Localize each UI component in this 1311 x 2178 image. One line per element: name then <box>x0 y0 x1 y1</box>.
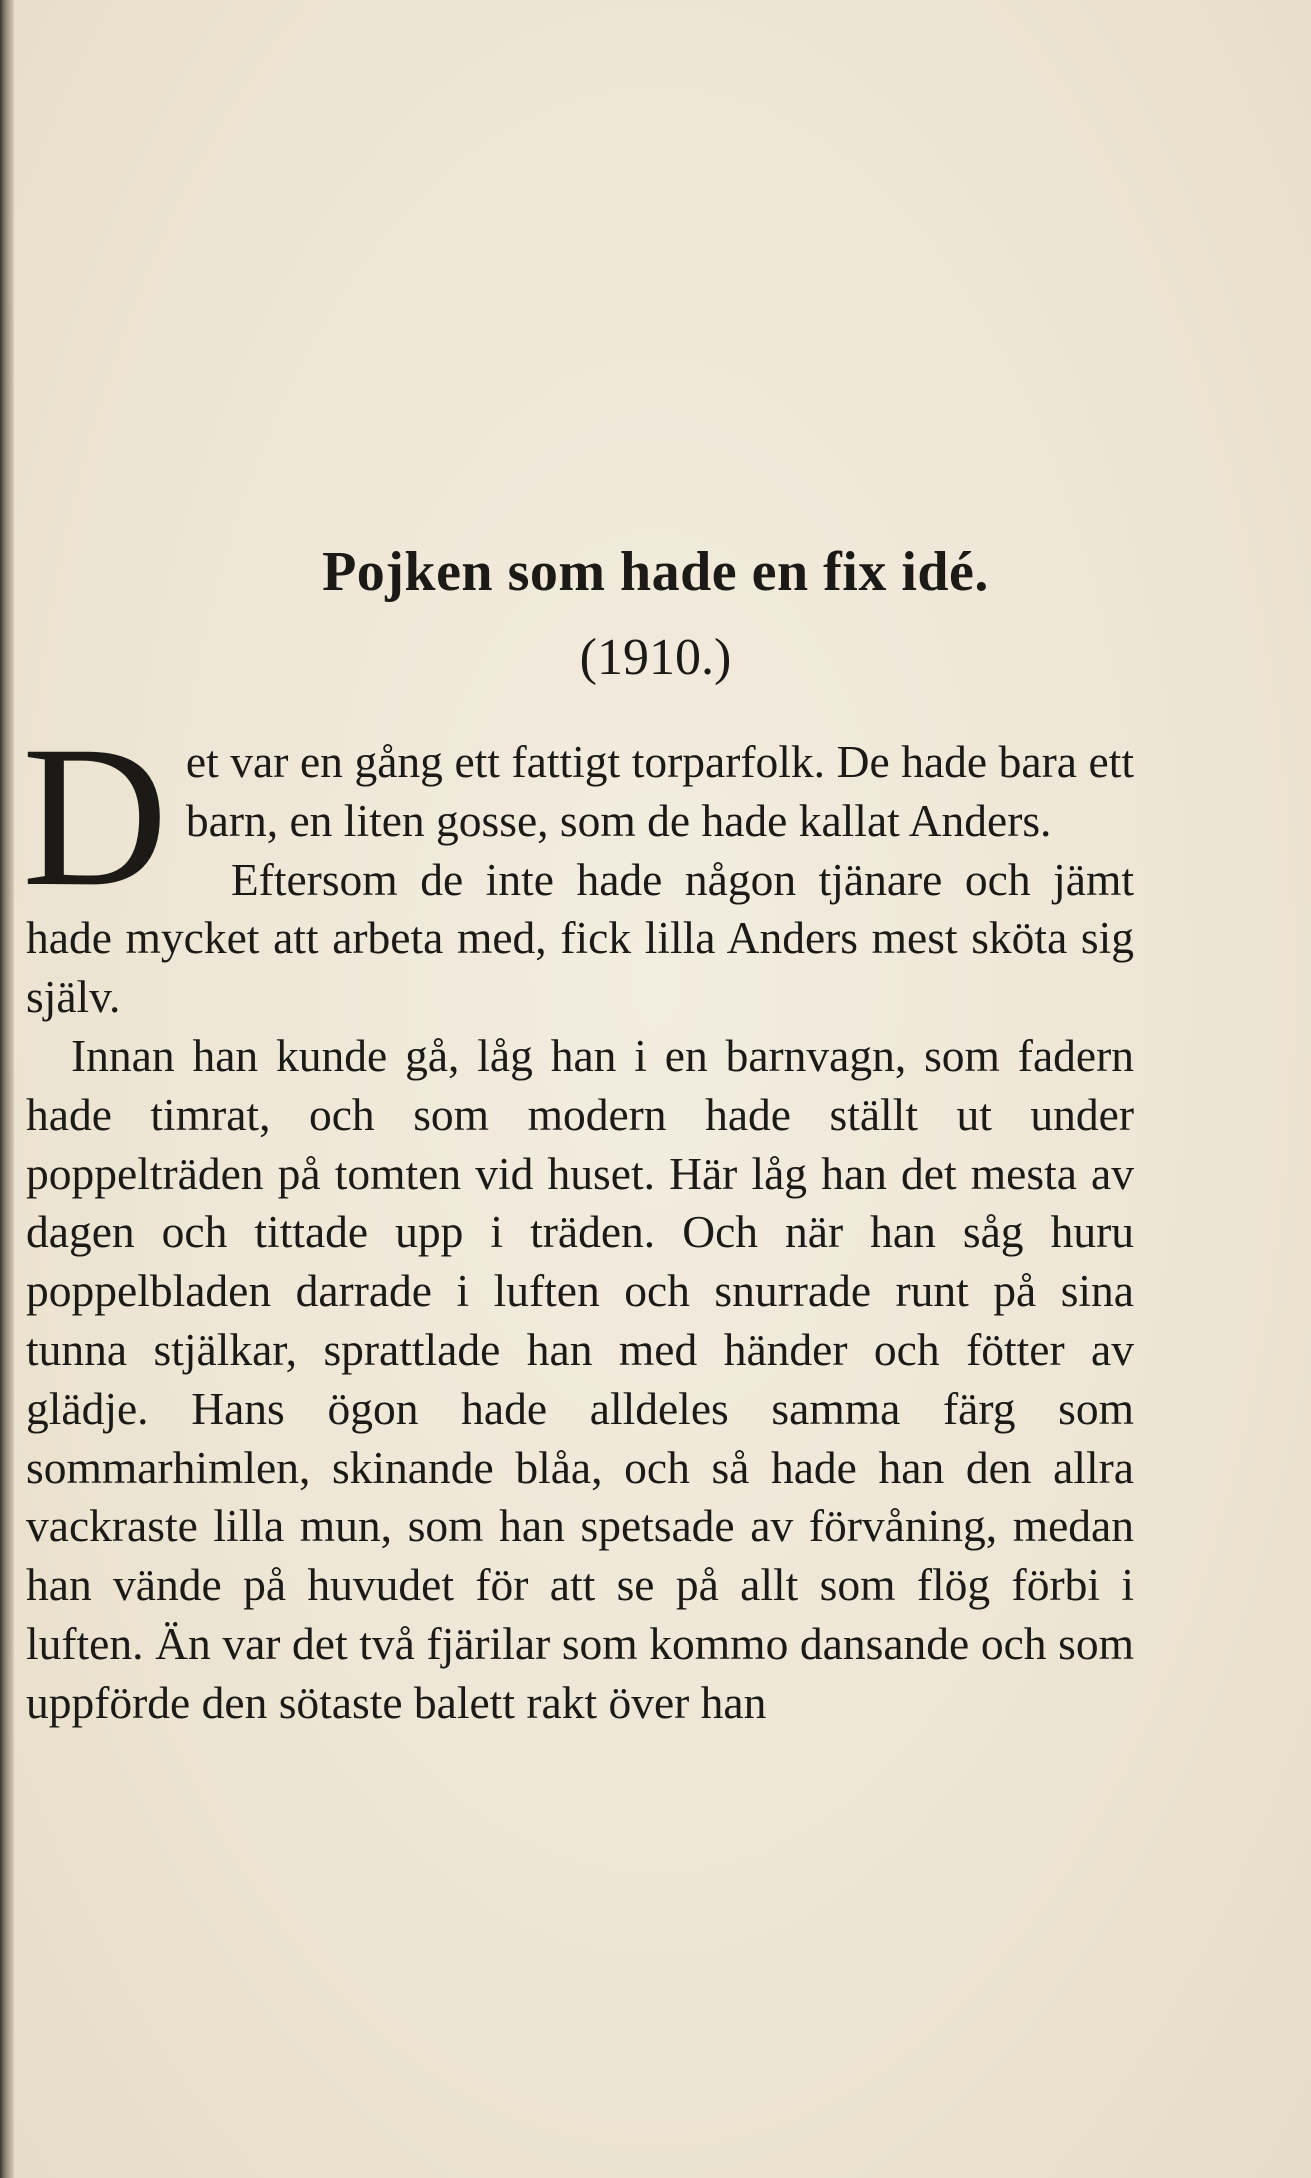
chapter-title: Pojken som hade en fix idé. <box>322 541 989 603</box>
page-edge-shadow <box>0 0 14 2178</box>
drop-cap-letter: D <box>22 704 168 928</box>
chapter-year: (1910.) <box>579 629 732 686</box>
paragraph-1 <box>22 704 1134 928</box>
paragraph-3: Innan han kunde gå, låg han i en barnvagn, som fadern hade timrat, och som modern hade ställt ut under poppelträden på tomten vid huset. Här låg han det mesta av dagen och tittade upp i träden. Och när han såg huru poppelbladen darrade i luften och snurrade runt på sina tunna stjälkar, sprattlade han med händer och fötter av glädje. Hans ögon hade alldeles samma färg som sommarhimlen, skinande blåa, och så hade han den allra vackraste lilla mun, som han spetsade av förvåning, medan han vände på huvudet för att se på allt som flög förbi i luften. Än var det två fjärilar som kommo dansande och som uppförde den sötaste balett rakt över han <box>26 1029 1134 1728</box>
paragraph-2: Eftersom de inte hade någon tjänare och jämt hade mycket att arbeta med, fick lilla Anders mest sköta sig själv. <box>26 853 1134 1023</box>
body-text <box>22 704 1134 1733</box>
paragraph-1-text: et var en gång ett fattigt torparfolk. De hade bara ett barn, en liten gosse, som de hade kallat Anders. <box>185 736 1134 846</box>
